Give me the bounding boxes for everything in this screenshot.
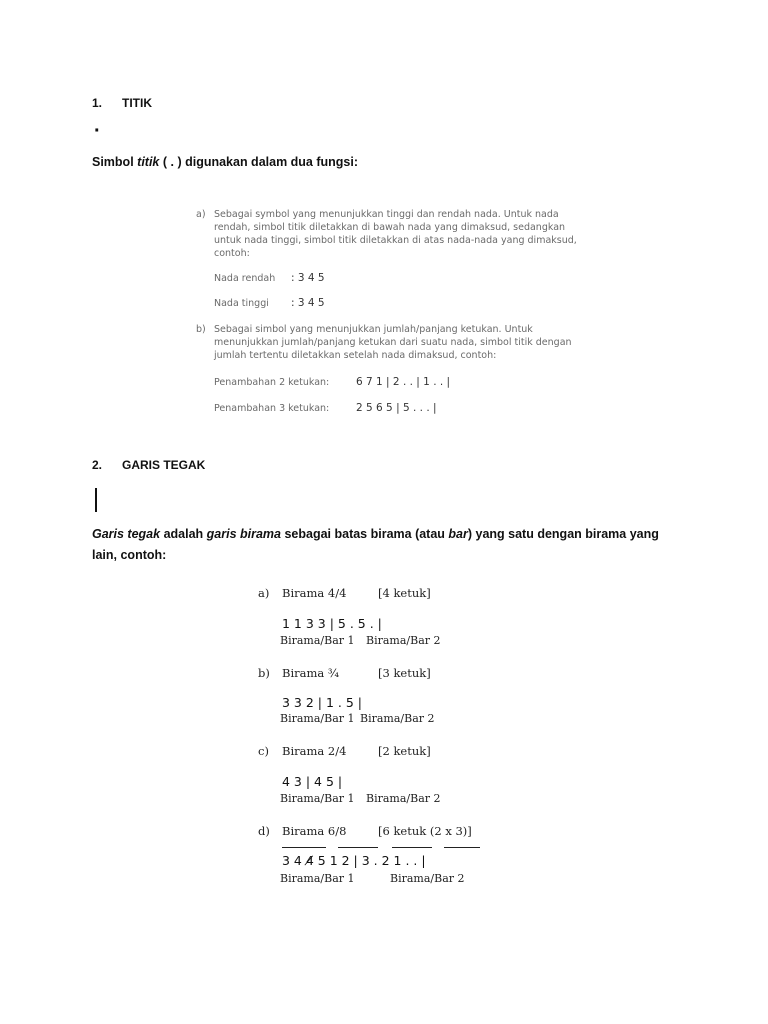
item-b-line-3: jumlah tertentu diletakkan setelah nada dimaksud, contoh: [214,350,497,361]
birama-b-bar2: Birama/Bar 2 [360,712,435,725]
penambahan-2-label: Penambahan 2 ketukan: [214,377,330,388]
italic-garis-tegak: Garis tegak [92,527,161,541]
nada-rendah-notes: : 3 4 5 [291,272,325,284]
birama-d-label: d) [258,824,270,838]
birama-a-bar2: Birama/Bar 2 [366,634,441,647]
item-a-line-1: Sebagai symbol yang menunjukkan tinggi dan rendah nada. Untuk nada [214,209,559,220]
text-adalah: adalah [160,527,207,541]
italic-bar: bar [448,527,468,541]
birama-b-notes: 3 3 2 | 1 . 5 | [282,695,362,710]
birama-a-bar1: Birama/Bar 1 [280,634,355,647]
titik-example-image [196,205,576,420]
birama-d-bar1: Birama/Bar 1 [280,872,355,885]
birama-c-bar2: Birama/Bar 2 [366,792,441,805]
section-1-heading [92,96,152,110]
beam-line-2 [338,847,378,848]
birama-d-ketuk: [6 ketuk (2 x 3)] [378,824,472,838]
birama-c-ketuk: [2 ketuk] [378,744,431,758]
item-a-label: a) [196,209,206,220]
beam-line-4 [444,847,480,848]
item-b-label: b) [196,324,206,335]
penambahan-2-notes: 6 7 1 | 2 . . | 1 . . | [356,376,451,388]
item-a-line-3: untuk nada tinggi, simbol titik diletakkan di atas nada-nada yang dimaksud, [214,235,577,246]
section-2-heading [92,458,205,472]
item-b-line-1: Sebagai simbol yang menunjukkan jumlah/panjang ketukan. Untuk [214,324,533,335]
birama-a-label: a) [258,586,270,600]
section-1-title: TITIK [122,96,152,110]
item-b-line-2: menunjukkan jumlah/panjang ketukan dari suatu nada, simbol titik dengan [214,337,572,348]
section-2-line-2: lain, contoh: [92,548,167,562]
section-2-number: 2. [92,458,103,472]
section-1-intro [92,152,358,173]
text-sebagai: sebagai batas birama (atau [280,527,449,541]
penambahan-3-notes: 2 5 6 5 | 5 . . . | [356,402,437,414]
section-2-line-1 [92,524,692,545]
item-a-line-2: rendah, simbol titik diletakkan di bawah nada yang dimaksud, sedangkan [214,222,566,233]
birama-example-image [258,582,518,892]
nada-rendah-label: Nada rendah [214,273,276,284]
section-2-title: GARIS TEGAK [122,458,206,472]
beam-line-1 [282,847,326,848]
text-yang-satu: ) yang satu dengan birama yang [467,527,659,541]
birama-d-notes: 3 4 4̸ 5 1 2 | 3 . 2 1 . . | [282,853,426,868]
birama-d-bar2: Birama/Bar 2 [390,872,465,885]
birama-b-bar1: Birama/Bar 1 [280,712,355,725]
birama-c-title: Birama 2/4 [282,744,347,758]
nada-tinggi-notes: : 3 4 5 [291,297,325,309]
penambahan-3-label: Penambahan 3 ketukan: [214,403,330,414]
intro-italic-titik: titik [137,155,160,169]
intro-text-start: Simbol [92,155,138,169]
birama-d-title: Birama 6/8 [282,824,347,838]
birama-b-ketuk: [3 ketuk] [378,666,431,680]
titik-symbol: · [94,120,101,142]
birama-a-ketuk: [4 ketuk] [378,586,431,600]
nada-tinggi-label: Nada tinggi [214,298,269,309]
birama-b-label: b) [258,666,270,680]
section-1-number: 1. [92,96,103,110]
item-a-line-4: contoh: [214,248,250,259]
birama-c-bar1: Birama/Bar 1 [280,792,355,805]
beam-line-3 [392,847,432,848]
birama-c-notes: 4 3 | 4 5 | [282,774,343,789]
garis-tegak-symbol [95,488,97,512]
birama-b-title: Birama ¾ [282,666,340,680]
section-2-description [92,524,692,566]
birama-a-title: Birama 4/4 [282,586,347,600]
birama-c-label: c) [258,744,269,758]
intro-text-end: ( . ) digunakan dalam dua fungsi: [159,155,359,169]
italic-garis-birama: garis birama [206,527,281,541]
birama-a-notes: 1 1 3 3 | 5 . 5 . | [282,616,382,631]
